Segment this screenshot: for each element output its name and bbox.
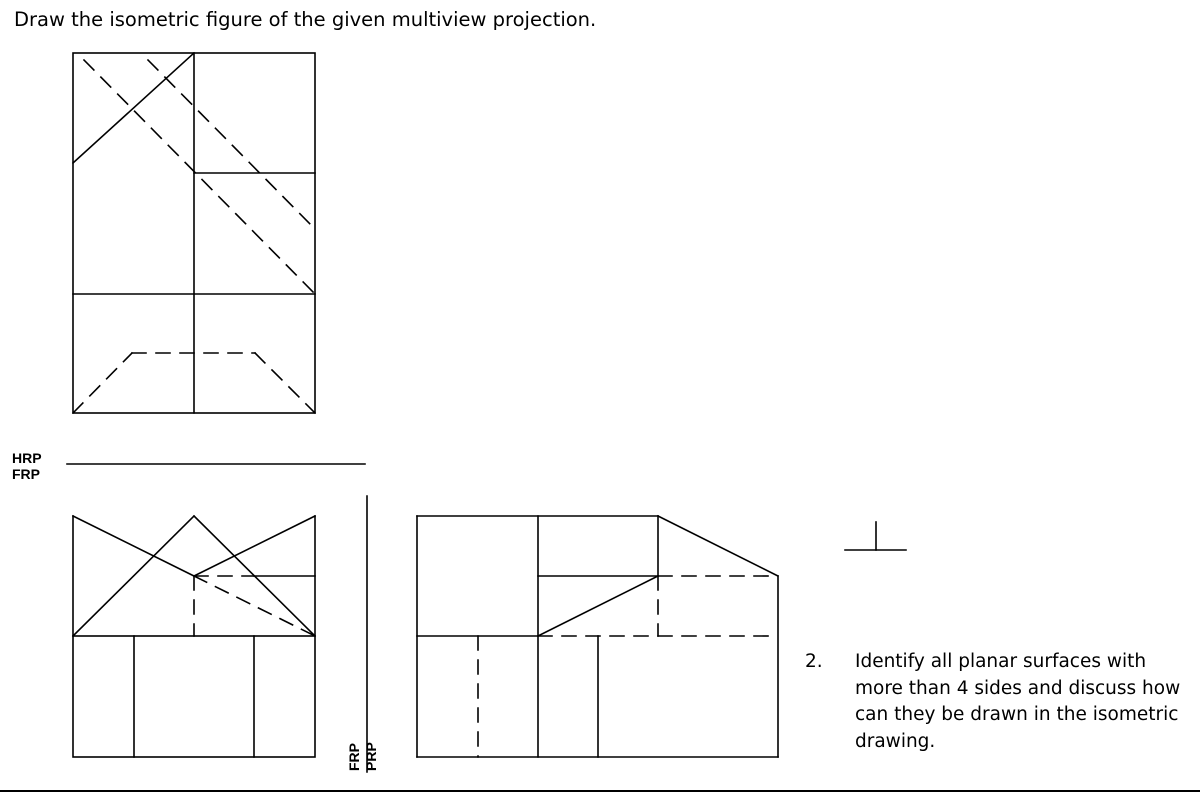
front-view-right-wing-slope <box>194 516 315 576</box>
hrp-label: HRP <box>12 450 42 466</box>
front-view-hidden-lines <box>194 576 315 636</box>
front-view-roof-left <box>73 516 194 636</box>
side-view-diagonal <box>538 576 658 636</box>
front-view-base-block <box>73 636 315 757</box>
frp-label-vertical: FRP <box>346 743 362 771</box>
instruction-heading: Draw the isometric figure of the given multiview projection. <box>14 8 597 31</box>
side-view-chamfer <box>658 516 778 576</box>
question-number: 2. <box>805 651 823 672</box>
front-view-left-wing-slope <box>73 516 194 576</box>
top-view <box>73 53 315 413</box>
prp-label: PRP <box>363 742 379 771</box>
side-view <box>417 516 778 757</box>
question-text: Identify all planar surfaces with more than 4 sides and discuss how can they be drawn in the isometric drawing. <box>855 651 1181 752</box>
top-view-roof-diagonal <box>73 53 194 163</box>
frp-label-horizontal: FRP <box>12 466 40 482</box>
front-view <box>73 516 315 757</box>
side-view-hidden-lines <box>478 576 778 757</box>
perpendicular-symbol <box>845 522 906 550</box>
